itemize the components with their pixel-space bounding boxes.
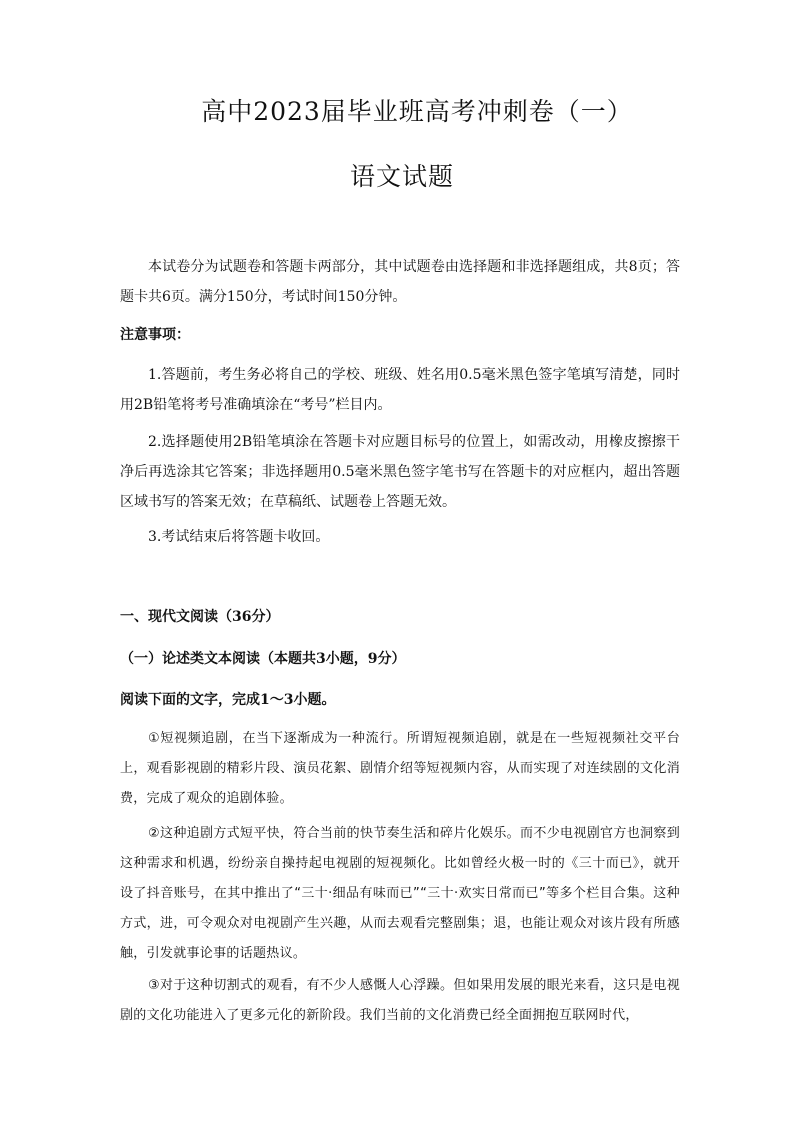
exam-subtitle: 语文试题 — [349, 162, 454, 191]
notice-item-2: 2.选择题使用2B铅笔填涂在答题卡对应题目标号的位置上，如需改动，用橡皮擦擦干净后再选涂其它答案；非选择题用0.5毫米黑色签字笔书写在答题卡的对应框内，超出答题区域书写的答案无效；在草稿纸、试题卷上答题无效。 — [120, 434, 680, 510]
subsection-heading: （一）论述类文本阅读（本题共3小题，9分） — [120, 651, 406, 667]
exam-title: 高中2023届毕业班高考冲刺卷（一） — [201, 97, 633, 126]
passage-paragraph-3: ③对于这种切割式的观看，有不少人感慨人心浮躁。但如果用发展的眼光来看，这只是电视剧的文化功能进入了更多元化的新阶段。我们当前的文化消费已经全面拥抱互联网时代， — [120, 978, 680, 1023]
notice-item-1: 1.答题前，考生务必将自己的学校、班级、姓名用0.5毫米黑色签字笔填写清楚，同时用2B铅笔将考号准确填涂在“考号”栏目内。 — [120, 367, 680, 413]
passage-paragraph-2: ②这种追剧方式短平快，符合当前的快节奏生活和碎片化娱乐。而不少电视剧官方也洞察到这种需求和机遇，纷纷亲自操持起电视剧的短视频化。比如曾经火极一时的《三十而已》，就开设了抖音账号，在其中推出了“三十·细品有味而已”“三十·欢实日常而已”等多个栏目合集。这种方式，进，可令观众对电视剧产生兴趣，从而去观看完整剧集；退，也能让观众对该片段有所感触，引发就事论事的话题热议。 — [120, 826, 680, 961]
passage-paragraph-1: ①短视频追剧，在当下逐渐成为一种流行。所谓短视频追剧，就是在一些短视频社交平台上，观看影视剧的精彩片段、演员花絮、剧情介绍等短视频内容，从而实现了对连续剧的文化消费，完成了观众的追剧体验。 — [120, 731, 680, 806]
section-heading: 一、现代文阅读（36分） — [120, 609, 280, 625]
reading-instruction: 阅读下面的文字，完成1～3小题。 — [120, 692, 336, 708]
intro-paragraph: 本试卷分为试题卷和答题卡两部分，其中试题卷由选择题和非选择题组成，共8页；答题卡共6页。满分150分，考试时间150分钟。 — [120, 259, 680, 305]
notice-heading: 注意事项： — [120, 327, 190, 343]
notice-item-3: 3.考试结束后将答题卡收回。 — [148, 529, 330, 545]
